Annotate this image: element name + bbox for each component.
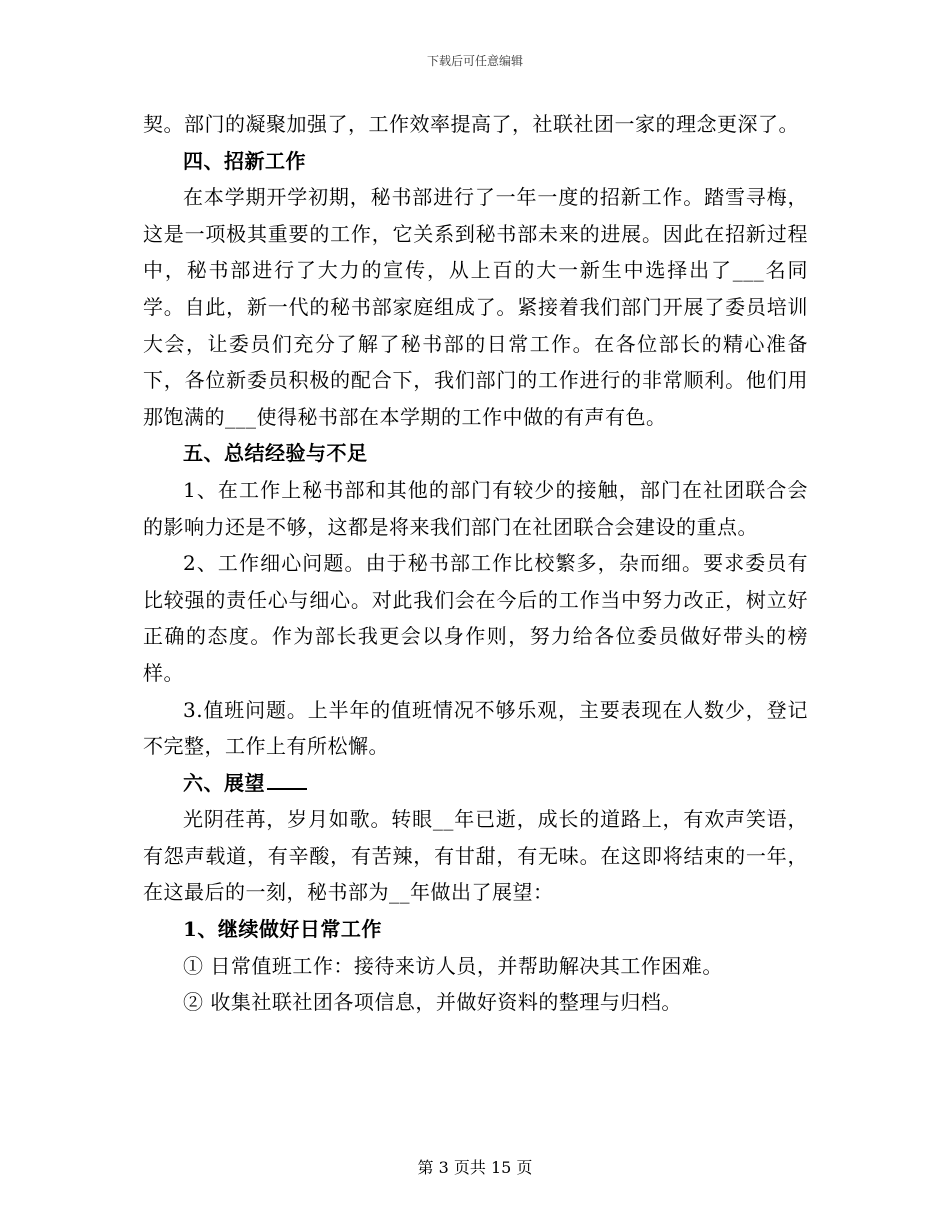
- paragraph-continuation: 契。部门的凝聚加强了，工作效率提高了，社联社团一家的理念更深了。: [143, 112, 799, 136]
- paragraph-summary-item-1: 1、在工作上秘书部和其他的部门有较少的接触，部门在社团联合会的影响力还是不够，这都是将来我们部门在社团联合会建设的重点。: [143, 477, 808, 539]
- paragraph-outlook: 光阴荏苒，岁月如歌。转眼__年已逝，成长的道路上，有欢声笑语，有怨声载道，有辛酸，有苦辣，有甘甜，有无味。在这即将结束的一年，在这最后的一刻，秘书部为__年做出了展望：: [143, 807, 808, 905]
- heading-underline-blank: [267, 768, 307, 790]
- paragraph-summary-item-2: 2、工作细心问题。由于秘书部工作比校繁多，杂而细。要求委员有比较强的责任心与细心。对此我们会在今后的工作当中努力改正，树立好正确的态度。作为部长我更会以身作则，努力给各位委员做好带头的榜样。: [143, 551, 808, 685]
- document-body: [143, 106, 808, 1021]
- page-header: 下载后可任意编辑: [426, 54, 523, 68]
- section-heading-outlook: 六、展望: [183, 770, 265, 795]
- paragraph-summary-item-3: 3.值班问题。上半年的值班情况不够乐观，主要表现在人数少，登记不完整，工作上有所松懈。: [143, 697, 808, 759]
- list-item-duty: ① 日常值班工作：接待来访人员，并帮助解决其工作困难。: [183, 953, 723, 978]
- subheading-daily-work: 1、继续做好日常工作: [183, 917, 382, 942]
- section-heading-outlook-wrapper: [143, 765, 808, 802]
- section-heading-summary: 五、总结经验与不足: [183, 441, 368, 466]
- section-heading-recruitment: 四、招新工作: [183, 148, 306, 173]
- list-item-archive: ② 收集社联社团各项信息，并做好资料的整理与归档。: [183, 990, 682, 1015]
- page-footer: 第 3 页共 15 页: [417, 1158, 533, 1177]
- paragraph-recruitment: 在本学期开学初期，秘书部进行了一年一度的招新工作。踏雪寻梅，这是一项极其重要的工作，它关系到秘书部未来的进展。因此在招新过程中，秘书部进行了大力的宣传，从上百的大一新生中选择出了___名同学。自此，新一代的秘书部家庭组成了。紧接着我们部门开展了委员培训大会，让委员们充分了解了秘书部的日常工作。在各位部长的精心准备下，各位新委员积极的配合下，我们部门的工作进行的非常顺利。他们用那饱满的___使得秘书部在本学期的工作中做的有声有色。: [143, 185, 808, 429]
